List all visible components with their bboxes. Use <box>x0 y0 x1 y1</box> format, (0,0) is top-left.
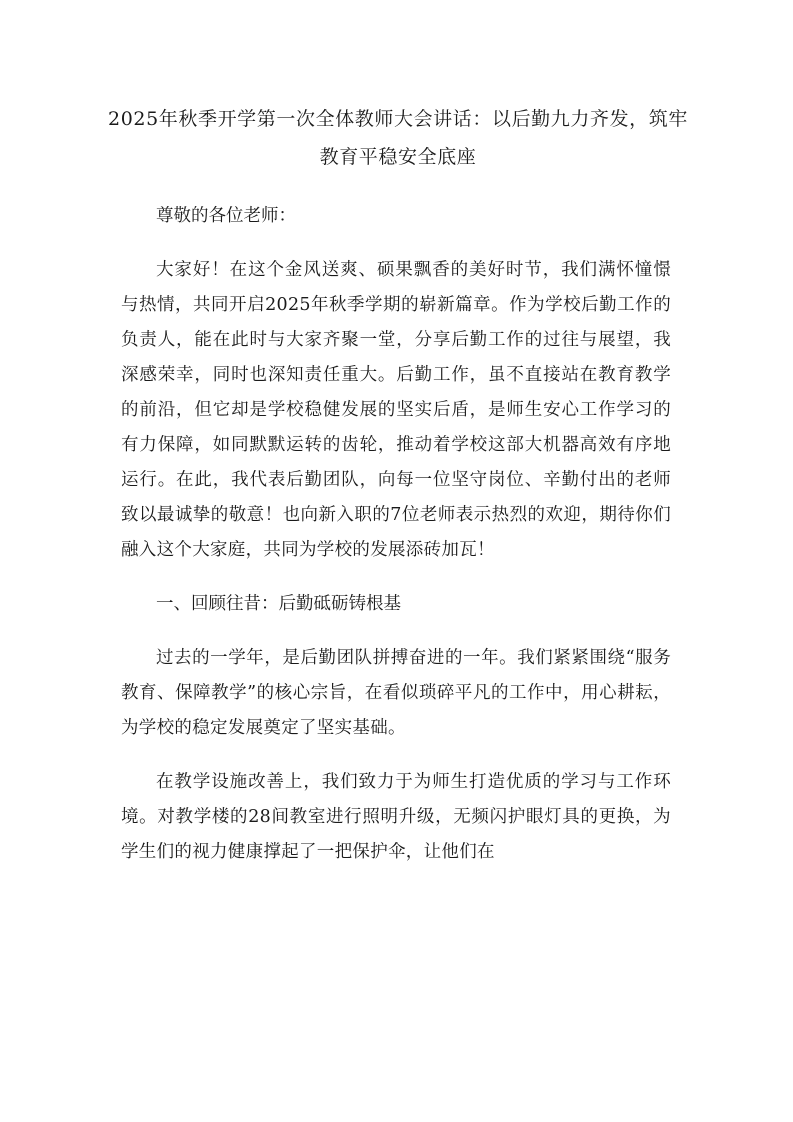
opening-paragraph: 大家好！在这个金风送爽、硕果飘香的美好时节，我们满怀憧憬与热情，共同开启2025年秋季学期的崭新篇章。作为学校后勤工作的负责人，能在此时与大家齐聚一堂，分享后勤工作的过往与展望，我深感荣幸，同时也深知责任重大。后勤工作，虽不直接站在教育教学的前沿，但它却是学校稳健发展的坚实后盾，是师生安心工作学习的有力保障，如同默默运转的齿轮，推动着学校这部大机器高效有序地运行。在此，我代表后勤团队，向每一位坚守岗位、辛勤付出的老师致以最诚挚的敬意！也向新入职的7位老师表示热烈的欢迎，期待你们融入这个大家庭，共同为学校的发展添砖加瓦！ <box>121 260 671 560</box>
document-body <box>121 199 671 889</box>
section-heading: 一、回顾往昔：后勤砥砺铸根基 <box>156 594 401 614</box>
section-paragraph: 在教学设施改善上，我们致力于为师生打造优质的学习与工作环境。对教学楼的28间教室进行照明升级，无频闪护眼灯具的更换，为学生们的视力健康撑起了一把保护伞，让他们在 <box>121 772 671 862</box>
section-paragraph: 过去的一学年，是后勤团队拼搏奋进的一年。我们紧紧围绕“服务教育、保障教学”的核心宗旨，在看似琐碎平凡的工作中，用心耕耘，为学校的稳定发展奠定了坚实基础。 <box>121 648 671 738</box>
salutation: 尊敬的各位老师： <box>156 206 296 226</box>
document-title: 2025年秋季开学第一次全体教师大会讲话：以后勤九力齐发，筑牢教育平稳安全底座 <box>108 108 688 168</box>
